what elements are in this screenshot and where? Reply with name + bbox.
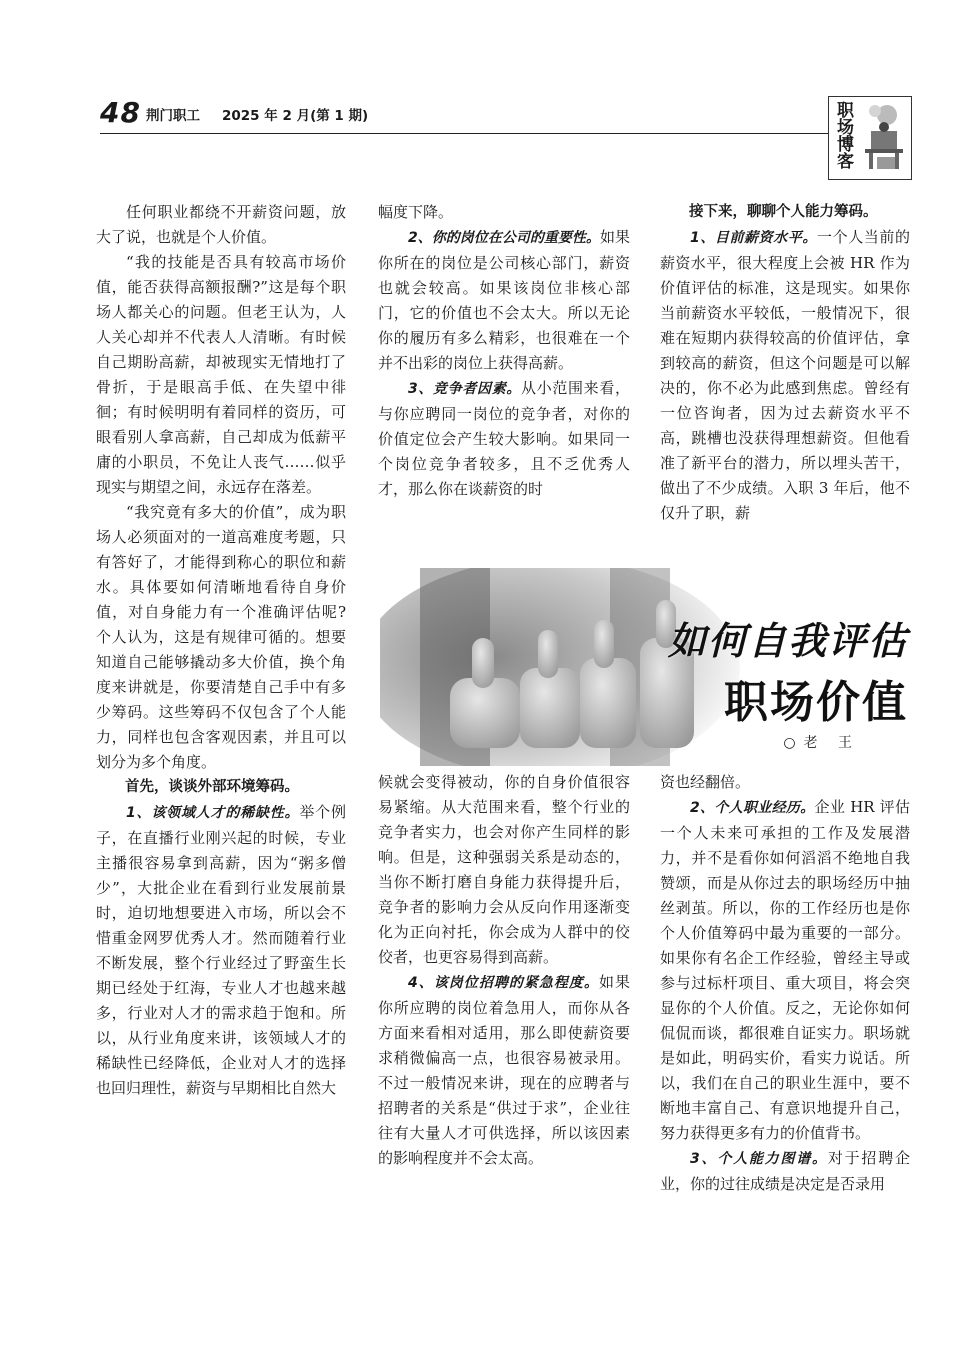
page-header bbox=[0, 0, 960, 180]
paragraph: “我的技能是否具有较高市场价值，能否获得高额报酬?”这是每个职场人都关心的问题。但老王认为，人人关心却并不代表人人清晰。有时候自己期盼高薪，却被现实无情地打了骨折，于是眼高手低、在失望中徘徊；有时候明明有着同样的资历，可眼看别人拿高薪，自己却成为低薪平庸的小职员，不免让人丧气……似乎现实与期望之间，永远存在落差。 bbox=[96, 253, 346, 496]
column-name: 职场博客 bbox=[837, 101, 854, 172]
paragraph: 资也经翻倍。 bbox=[660, 773, 751, 791]
page-number: 48 bbox=[100, 96, 141, 129]
paragraph bbox=[96, 800, 346, 1101]
magazine-name: 荆门职工 bbox=[146, 108, 200, 124]
item-lead: 3、个人能力图谱。 bbox=[690, 1151, 828, 1167]
paragraph: “我究竟有多大的价值”，成为职场人必须面对的一道高难度考题，只有答好了，才能得到称心的职位和薪水。具体要如何清晰地看待自身价值，对自身能力有一个准确评估呢? 个人认为，这是有规律可循的。想要知道自己能够撬动多大价值，换个角度来讲就是，你要清楚自己手中有多少筹码。这些筹码不仅包含了个人能力，同样也包含客观因素，并且可以划分为多个角度。 bbox=[96, 503, 346, 771]
paragraph bbox=[660, 225, 910, 526]
issue-date: 2025 年 2 月(第 1 期) bbox=[222, 108, 369, 124]
column-3-bottom bbox=[660, 770, 910, 1197]
item-text: 对于招聘企业，你的过往成绩是决定是否录用 bbox=[660, 1149, 910, 1193]
paragraph bbox=[660, 795, 910, 1146]
item-lead: 4、该岗位招聘的紧急程度。 bbox=[408, 975, 599, 991]
column-3-top bbox=[660, 200, 910, 526]
paragraph: 任何职业都绕不开薪资问题，放大了说，也就是个人价值。 bbox=[96, 203, 346, 246]
item-lead: 2、个人职业经历。 bbox=[690, 800, 815, 816]
paragraph bbox=[660, 1146, 910, 1197]
hero-image bbox=[380, 568, 908, 766]
item-text: 举个例子，在直播行业刚兴起的时候，专业主播很容易拿到高薪，因为“粥多僧少”，大批企业在看到行业发展前景时，迫切地想要进入市场，所以会不惜重金网罗优秀人才。然而随着行业不断发展，整个行业经过了野蛮生长期已经处于红海，专业人才也越来越多，行业对人才的需求趋于饱和。所以，从行业角度来讲，该领域人才的稀缺性已经降低，企业对人才的选择也回归理性，薪资与早期相比自然大 bbox=[96, 803, 346, 1097]
item-lead: 1、目前薪资水平。 bbox=[690, 230, 818, 246]
section-heading: 接下来，聊聊个人能力筹码。 bbox=[689, 204, 878, 220]
item-lead: 1、该领域人才的稀缺性。 bbox=[126, 805, 300, 821]
office-worker-icon bbox=[857, 101, 909, 175]
paragraph: 候就会变得被动，你的自身价值很容易紧缩。从大范围来看，整个行业的竞争者实力，也会对你产生同样的影响。但是，这种强弱关系是动态的，当你不断打磨自身能力获得提升后，竞争者的影响力会从反向作用逐渐变化为正向衬托，你会成为人群中的佼佼者，也更容易得到高薪。 bbox=[378, 773, 630, 966]
item-text: 企业 HR 评估一个人未来可承担的工作及发展潜力，并不是看你如何滔滔不绝地自我赞颂，而是从你过去的职场经历中抽丝剥茧。所以，你的工作经历也是你个人价值筹码中最为重要的一部分。如果你有名企工作经验，曾经主导或参与过标杆项目、重大项目，将会突显你的个人价值。反之，无论你如何侃侃而谈，都很难自证实力。职场就是如此，明码实价，看实力说话。所以，我们在自己的职业生涯中，要不断地丰富自己、有意识地提升自己，努力获得更多有力的价值背书。 bbox=[660, 798, 910, 1142]
paragraph bbox=[378, 970, 630, 1171]
item-text: 如果你所应聘的岗位着急用人，而你从各方面来看相对适用，那么即使薪资要求稍微偏高一点，也很容易被录用。不过一般情况来讲，现在的应聘者与招聘者的关系是“供过于求”，企业往往有大量人才可供选择，所以该因素的影响程度并不会太高。 bbox=[378, 973, 630, 1167]
item-text: 从小范围来看，与你应聘同一岗位的竞争者，对你的价值定位会产生较大影响。如果同一个岗位竞争者较多，且不乏优秀人才，那么你在谈薪资的时 bbox=[378, 379, 630, 498]
column-badge bbox=[828, 96, 912, 180]
article-title-line1: 如何自我评估 bbox=[667, 618, 908, 663]
column-1 bbox=[96, 200, 346, 1101]
author-byline: ○老 王 bbox=[783, 735, 860, 751]
column-2-top bbox=[378, 200, 630, 502]
item-lead: 3、竞争者因素。 bbox=[408, 381, 522, 397]
section-heading: 首先，谈谈外部环境筹码。 bbox=[125, 779, 299, 795]
article-title-line2: 职场价值 bbox=[724, 677, 908, 728]
paragraph: 幅度下降。 bbox=[378, 203, 454, 221]
header-rule bbox=[100, 133, 828, 134]
item-lead: 2、你的岗位在公司的重要性。 bbox=[408, 230, 600, 246]
item-text: 如果你所在的岗位是公司核心部门，薪资也就会较高。如果该岗位非核心部门，它的价值也不会太大。所以无论你的履历有多么精彩，也很难在一个并不出彩的岗位上获得高薪。 bbox=[378, 228, 630, 372]
paragraph bbox=[378, 376, 630, 502]
paragraph bbox=[378, 225, 630, 376]
item-text: 一个人当前的薪资水平，很大程度上会被 HR 作为价值评估的标准，这是现实。如果你当前薪资水平较低，一般情况下，很难在短期内获得较高的价值评估，拿到较高的薪资，但这个问题是可以解决的，你不必为此感到焦虑。曾经有一位咨询者，因为过去薪资水平不高，跳槽也没获得理想薪资。但他看准了新平台的潜力，所以埋头苦干，做出了不少成绩。入职 3 年后，他不仅升了职，薪 bbox=[660, 228, 910, 522]
column-2-bottom bbox=[378, 770, 630, 1171]
